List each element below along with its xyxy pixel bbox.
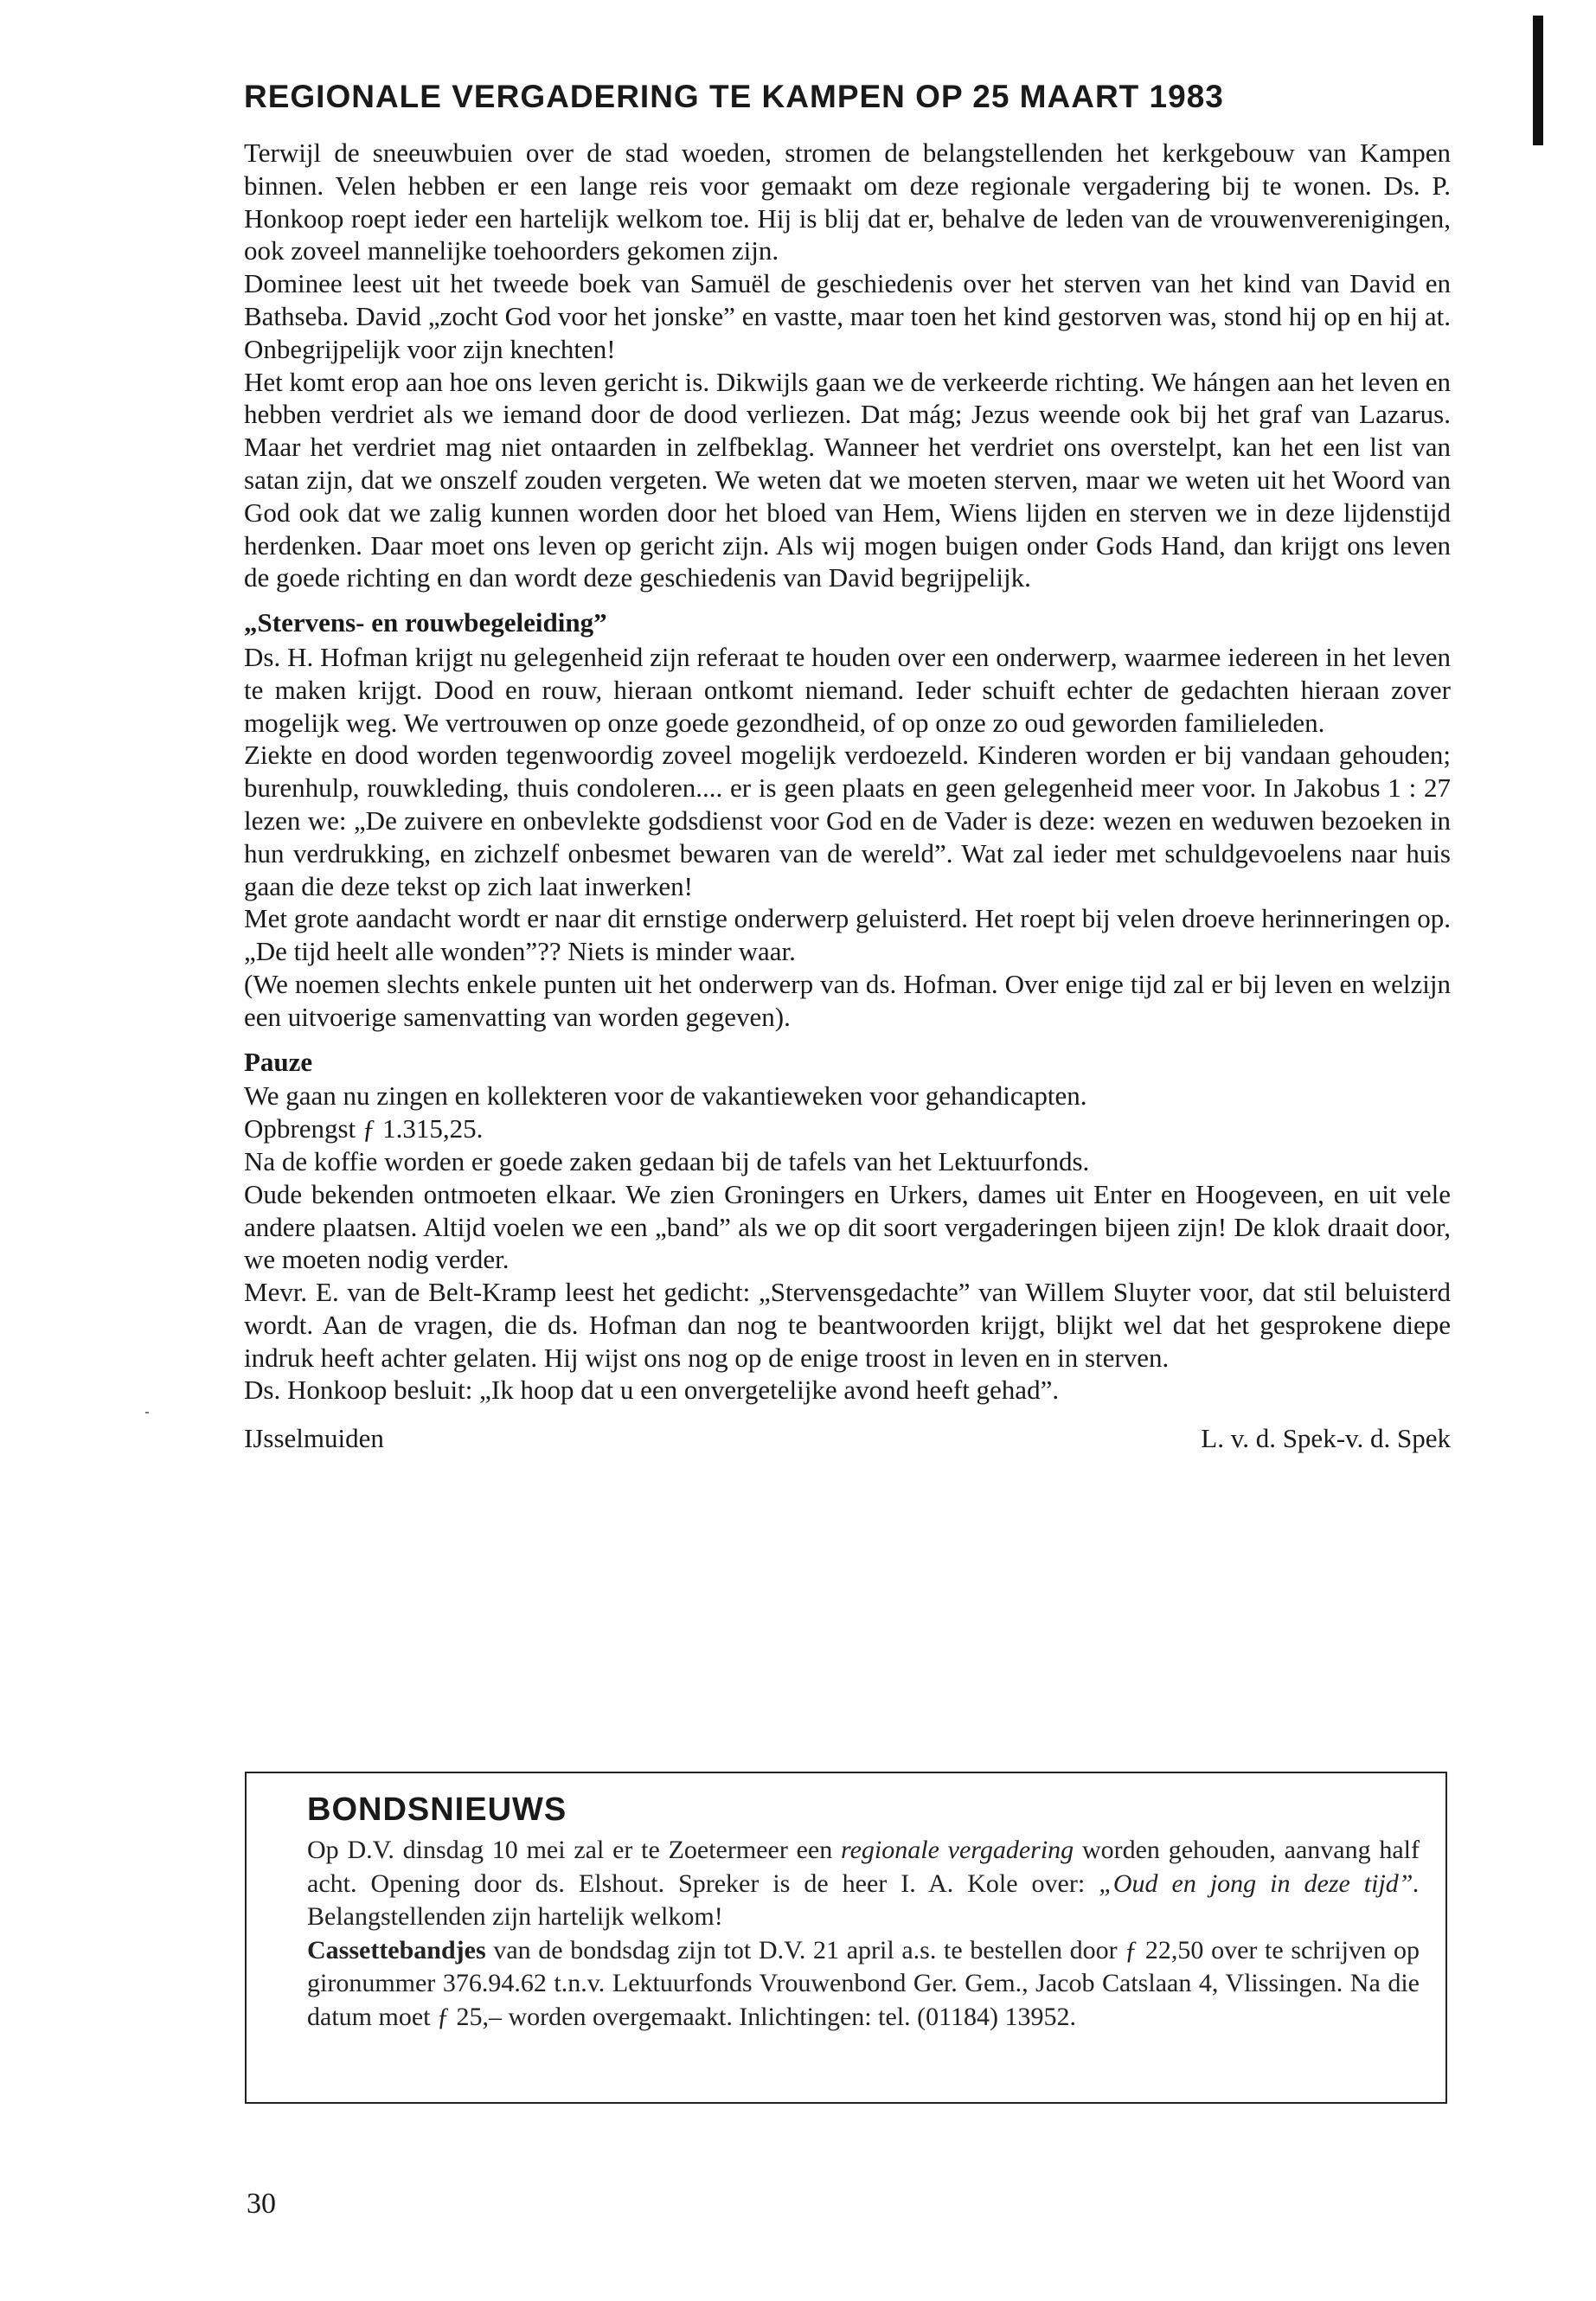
paragraph: Oude bekenden ontmoeten elkaar. We zien Groningers en Urkers, dames uit Enter en Hoogeveen, en uit vele andere plaatsen. Altijd voelen we een „band” als we op dit soort vergaderingen bijeen zijn! De klok draait door, we moeten nodig verder.	[244, 1178, 1451, 1275]
bondsnieuws-body	[307, 1834, 1420, 2034]
section-heading-rouwbegeleiding: „Stervens- en rouwbegeleiding”	[244, 607, 607, 638]
article-title: REGIONALE VERGADERING TE KAMPEN OP 25 MAART 1983	[244, 79, 1224, 114]
article-body	[244, 137, 1451, 1407]
paragraph: Ziekte en dood worden tegenwoordig zoveel mogelijk verdoezeld. Kinderen worden er bij vandaan gehouden; burenhulp, rouwkleding, thuis condoleren.... er is geen plaats en geen gelegenheid meer voor. In Jakobus 1 : 27 lezen we: „De zuivere en onbevlekte godsdienst voor God en de Vader is deze: wezen en weduwen bezoeken in hun verdrukking, en zichzelf onbesmet bewaren van de wereld”. Wat zal ieder met schuldgevoelens naar huis gaan die deze tekst op zich laat inwerken!	[244, 740, 1451, 901]
paragraph: We gaan nu zingen en kollekteren voor de vakantieweken voor gehandicapten.	[244, 1080, 1087, 1112]
paragraph: Na de koffie worden er goede zaken gedaan bij de tafels van het Lektuurfonds.	[244, 1145, 1090, 1176]
page-number: 30	[247, 2188, 276, 2220]
paragraph: (We noemen slechts enkele punten uit het onderwerp van ds. Hofman. Over enige tijd zal er bij leven en welzijn een uitvoerige samenvatting van worden gegeven).	[244, 968, 1451, 1032]
paragraph: Dominee leest uit het tweede boek van Samuël de geschiedenis over het sterven van het kind van David en Bathseba. David „zocht God voor het jonske” en vastte, maar toen het kind gestorven was, stond hij op en hij at. Onbegrijpelijk voor zijn knechten!	[244, 268, 1451, 364]
paragraph: Het komt erop aan hoe ons leven gericht is. Dikwijls gaan we de verkeerde richting. We hángen aan het leven en hebben verdriet als we iemand door de dood verliezen. Dat mág; Jezus weende ook bij het graf van Lazarus. Maar het verdriet mag niet ontaarden in zelfbeklag. Wanneer het verdriet ons overstelpt, kan het een list van satan zijn, dat we onszelf zouden vergeten. We weten dat we moeten sterven, maar we weten uit het Woord van God ook dat we zalig kunnen worden door het bloed van Hem, Wiens lijden en sterven we in deze lijdenstijd herdenken. Daar moet ons leven op gericht zijn. Als wij mogen buigen onder Gods Hand, dan krijgt ons leven de goede richting en dan wordt deze geschiedenis van David begrijpelijk.	[244, 366, 1451, 593]
signature-place: IJsselmuiden	[244, 1423, 384, 1454]
signature-author: L. v. d. Spek-v. d. Spek	[1201, 1423, 1451, 1454]
signature-line	[244, 1422, 1451, 1455]
paragraph: Met grote aandacht wordt er naar dit ernstige onderwerp geluisterd. Het roept bij velen droeve herinneringen op. „De tijd heelt alle wonden”?? Niets is minder waar.	[244, 903, 1451, 967]
scan-edge-bar	[1533, 16, 1543, 145]
paragraph: Opbrengst ƒ 1.315,25.	[244, 1113, 484, 1144]
bondsnieuws-paragraph: Op D.V. dinsdag 10 mei zal er te Zoetermeer een regionale vergadering worden gehouden, aanvang half acht. Opening door ds. Elshout. Spreker is de heer I. A. Kole over: „Oud en jong in deze tijd”. Belangstellenden zijn hartelijk welkom!	[307, 1836, 1420, 1931]
paragraph: Mevr. E. van de Belt-Kramp leest het gedicht: „Stervensgedachte” van Willem Sluyter voor, dat stil beluisterd wordt. Aan de vragen, die ds. Hofman dan nog te beantwoorden krijgt, blijkt wel dat het gesprokene diepe indruk heeft achter gelaten. Hij wijst ons nog op de enige troost in leven en in sterven.	[244, 1277, 1451, 1373]
bondsnieuws-title: BONDSNIEUWS	[307, 1791, 567, 1828]
paragraph: Ds. H. Hofman krijgt nu gelegenheid zijn referaat te houden over een onderwerp, waarmee iedereen in het leven te maken krijgt. Dood en rouw, hieraan ontkomt niemand. Ieder schuift echter de gedachten hieraan zover mogelijk weg. We vertrouwen op onze goede gezondheid, of op onze zo oud geworden familieleden.	[244, 641, 1451, 738]
section-heading-pauze: Pauze	[244, 1046, 313, 1077]
article	[244, 78, 1451, 1455]
paragraph: Ds. Honkoop besluit: „Ik hoop dat u een onvergetelijke avond heeft gehad”.	[244, 1375, 1060, 1406]
scan-speck	[145, 1412, 149, 1413]
bondsnieuws-box	[245, 1772, 1447, 2104]
paragraph: Terwijl de sneeuwbuien over de stad woeden, stromen de belangstellenden het kerkgebouw van Kampen binnen. Velen hebben er een lange reis voor gemaakt om deze regionale vergadering bij te wonen. Ds. P. Honkoop roept ieder een hartelijk welkom toe. Hij is blij dat er, behalve de leden van de vrouwenverenigingen, ook zoveel mannelijke toehoorders gekomen zijn.	[244, 138, 1451, 266]
bondsnieuws-paragraph: Cassettebandjes van de bondsdag zijn tot D.V. 21 april a.s. te bestellen door ƒ 22,50 over te schrijven op gironummer 376.94.62 t.n.v. Lektuurfonds Vrouwenbond Ger. Gem., Jacob Catslaan 4, Vlissingen. Na die datum moet ƒ 25,– worden overgemaakt. Inlichtingen: tel. (01184) 13952.	[307, 1935, 1420, 2031]
